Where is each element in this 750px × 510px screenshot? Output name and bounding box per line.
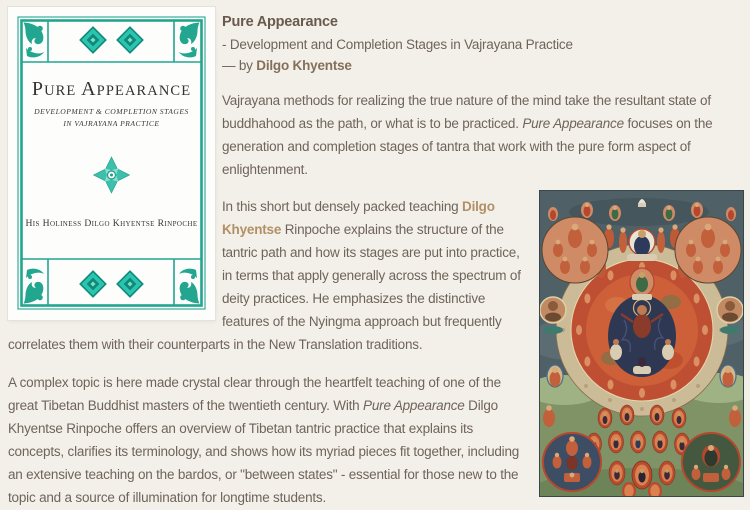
- cover-author: His Holiness Dilgo Khyentse Rinpoche: [25, 218, 198, 229]
- p1-text-before: Vajrayana methods for realizing the true nature of the mind take the resultant state of buddhahood as the path, or what is to be practiced.: [222, 92, 711, 131]
- upper-right-circle: [675, 217, 741, 283]
- upper-left-circle: [542, 217, 608, 283]
- p3-book-title-italic: Pure Appearance: [363, 397, 465, 413]
- p2-text-after: Rinpoche explains the structure of the tantric path and how its stages are put into practice, in terms that apply generally across the spectrum of deity practices. He emphasizes the distinctive features of the Nyingma approach but frequently correlates them with their counterparts in the New Translation traditions.: [8, 221, 521, 352]
- dilgo-khyentse-link[interactable]: Dilgo Khyentse: [222, 198, 495, 237]
- bottom-right-circle: [682, 433, 740, 491]
- thangka-art: [539, 190, 744, 497]
- p1-book-title-italic: Pure Appearance: [522, 115, 624, 131]
- p3-text-before: A complex topic is here made crystal clear through the heartfelt teaching of one of the great Tibetan Buddhist masters of the twentieth century. With: [8, 374, 501, 413]
- book-subtitle: - Development and Completion Stages in Vajrayana Practice: [222, 36, 573, 52]
- book-title: Pure Appearance: [222, 14, 338, 30]
- bottom-left-circle: [543, 433, 601, 491]
- author-link[interactable]: Dilgo Khyentse: [256, 58, 352, 73]
- book-cover-art: [8, 7, 215, 320]
- cover-title: PURE APPEARANCE: [31, 78, 192, 100]
- cover-subtitle-line2: IN VAJRAYANA PRACTICE: [63, 119, 160, 128]
- thangka-image: [539, 190, 744, 497]
- p3-text-after: Dilgo Khyentse Rinpoche offers an overview of Tibetan tantric practice that explains its concepts, clarifies its terminology, and shows how its myriad pieces fit together, including an extensive teaching on the bardos, or "between states" - essential for those new to the topic and a source of illumination for longtime students.: [8, 397, 520, 505]
- p2-text-before: In this short but densely packed teaching: [222, 198, 463, 214]
- cover-subtitle-line1: DEVELOPMENT & COMPLETION STAGES: [34, 107, 189, 116]
- book-cover-image: [8, 7, 215, 320]
- p1-text-after: focuses on the generation and completion stages of tantra that work with the pure form aspect of enlightenment.: [222, 115, 713, 177]
- byline-prefix: — by: [222, 58, 257, 73]
